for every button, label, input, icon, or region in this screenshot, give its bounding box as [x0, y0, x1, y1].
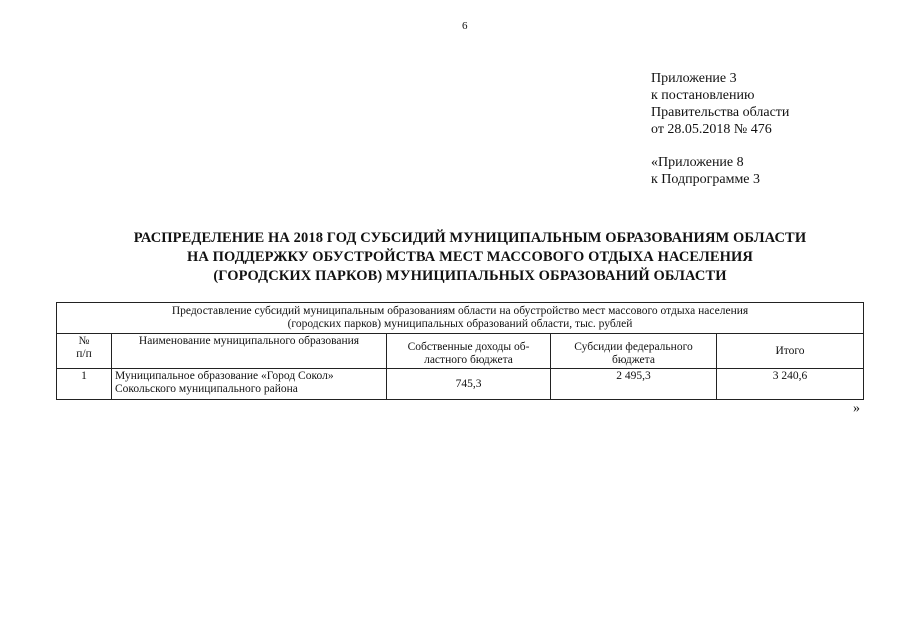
cell-text: Муниципальное образование «Город Сокол» [115, 370, 334, 382]
table-caption-row [57, 303, 864, 334]
title-line: НА ПОДДЕРЖКУ ОБУСТРОЙСТВА МЕСТ МАССОВОГО ОТДЫХА НАСЕЛЕНИЯ [187, 249, 753, 265]
row-federal-subsidy: 2 495,3 [551, 369, 717, 400]
header-federal-subsidy [551, 334, 717, 369]
table-row [57, 369, 864, 400]
appendix-line: Правительства области [651, 105, 790, 120]
row-municipality-name [112, 369, 387, 400]
caption-line: Предоставление субсидий муниципальным образованиям области на обустройство мест массового отдыха населения [171, 305, 749, 317]
header-text: бюджета [612, 354, 655, 366]
header-text: № [78, 335, 90, 347]
title-line: (ГОРОДСКИХ ПАРКОВ) МУНИЦИПАЛЬНЫХ ОБРАЗОВАНИЙ ОБЛАСТИ [213, 268, 727, 284]
header-own-revenue [387, 334, 551, 369]
appendix-line: от 28.05.2018 № 476 [651, 122, 772, 137]
header-text: п/п [76, 348, 92, 360]
header-text: Субсидии федерального [574, 341, 693, 353]
appendix-line: Приложение 3 [651, 71, 737, 86]
document-title [60, 229, 880, 286]
appendix-reference [651, 70, 789, 188]
row-total: 3 240,6 [717, 369, 864, 400]
title-line: РАСПРЕДЕЛЕНИЕ НА 2018 ГОД СУБСИДИЙ МУНИЦИПАЛЬНЫМ ОБРАЗОВАНИЯМ ОБЛАСТИ [133, 230, 807, 246]
appendix-gap [651, 138, 789, 154]
appendix-line: к постановлению [651, 88, 755, 103]
appendix-line: «Приложение 8 [651, 155, 744, 170]
header-text: ластного бюджета [424, 354, 513, 366]
table-header-row [57, 334, 864, 369]
closing-quote: » [853, 401, 860, 416]
appendix-line: к Подпрограмме 3 [651, 172, 761, 187]
header-text: Итого [775, 344, 805, 357]
page-number: 6 [462, 20, 468, 32]
header-municipality-name [112, 334, 387, 369]
table-caption [57, 303, 864, 334]
row-number: 1 [57, 369, 112, 400]
header-total [717, 334, 864, 369]
caption-line: (городских парков) муниципальных образований области, тыс. рублей [287, 318, 633, 330]
header-text: Наименование муниципального образования [138, 335, 360, 347]
cell-text: Сокольского муниципального района [115, 383, 298, 395]
row-own-revenue: 745,3 [387, 369, 551, 400]
subsidy-table [56, 302, 864, 400]
header-number [57, 334, 112, 369]
header-text: Собственные доходы об- [407, 341, 530, 353]
